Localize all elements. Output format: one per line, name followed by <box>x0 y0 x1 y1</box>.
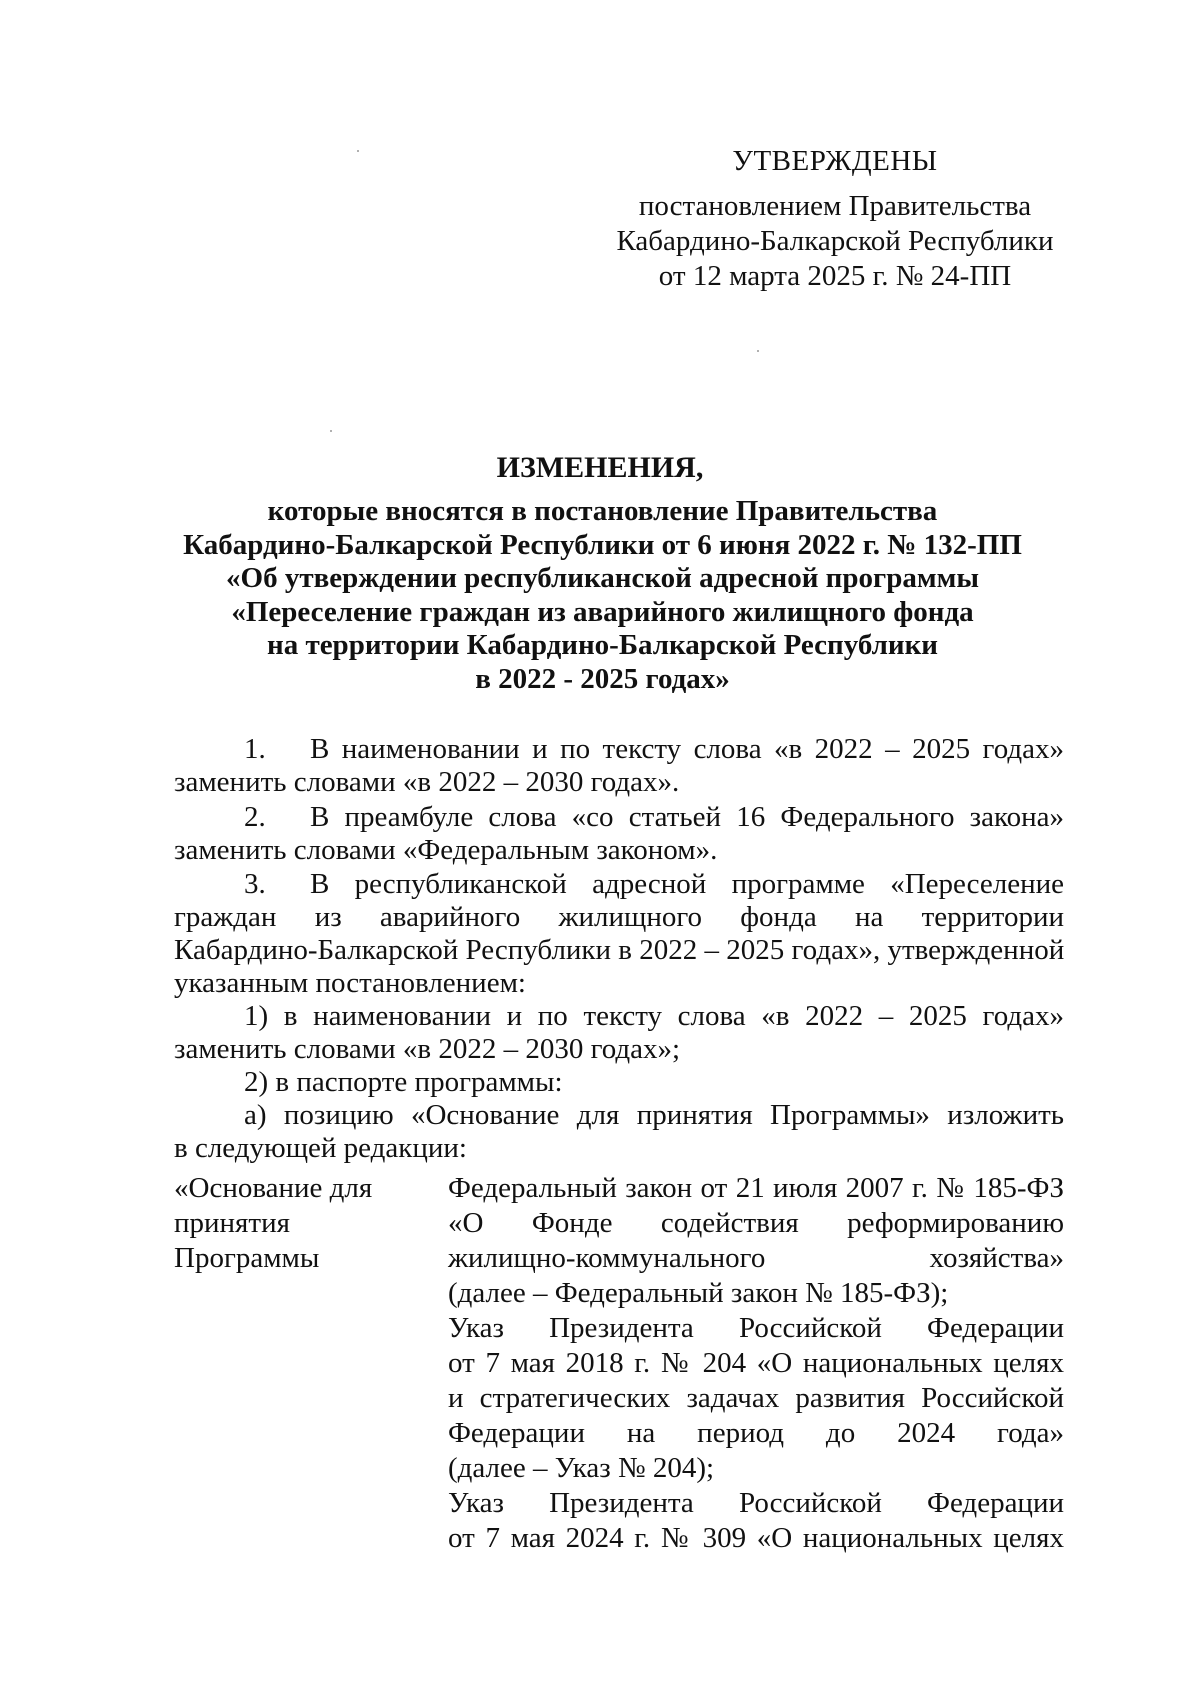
table-cell-line: «О Фонде содействия реформированию <box>448 1207 1064 1239</box>
paragraph-1 <box>174 733 1064 799</box>
table-cell-line: (далее – Указ № 204); <box>448 1452 715 1484</box>
table-cell-line: и стратегических задачах развития Российской <box>448 1382 1064 1414</box>
table-left-column <box>174 1171 404 1276</box>
paragraph-line: указанным постановлением: <box>174 967 526 999</box>
paragraph-line: а) позицию «Основание для принятия Программы» изложить <box>244 1099 1064 1131</box>
paragraph-line: заменить словами «в 2022 – 2030 годах»; <box>174 1033 681 1065</box>
paragraph-line <box>174 733 1064 766</box>
paragraph-line: в следующей редакции: <box>174 1132 467 1164</box>
paragraph-line <box>174 801 1064 834</box>
scan-speck <box>330 430 332 432</box>
table-cell-line: Федерации на период до 2024 года» <box>448 1417 1064 1449</box>
table-cell-line: принятия <box>174 1207 290 1239</box>
document-title: ИЗМЕНЕНИЯ, <box>496 451 704 484</box>
paragraph-2 <box>174 801 1064 867</box>
table-cell-line: «Основание для <box>174 1172 373 1204</box>
approval-block <box>600 189 1070 294</box>
table-cell-line: от 7 мая 2018 г. № 204 «О национальных целях <box>448 1347 1064 1379</box>
table-cell-line: Программы <box>174 1242 320 1274</box>
subtitle-line: которые вносятся в постановление Правительства <box>267 495 938 527</box>
paragraph-line: 2) в паспорте программы: <box>244 1066 563 1098</box>
paragraph-3 <box>174 868 1064 1000</box>
paragraph-text: В преамбуле слова «со статьей 16 Федерального закона» <box>310 801 1064 833</box>
approval-title: УТВЕРЖДЕНЫ <box>732 145 938 177</box>
table-cell-line: жилищно-коммунального хозяйства» <box>448 1242 1064 1274</box>
table-cell-line: (далее – Федеральный закон № 185-ФЗ); <box>448 1277 949 1309</box>
paragraph-line <box>174 868 1064 901</box>
scan-speck <box>357 150 359 152</box>
paragraph-line: заменить словами «в 2022 – 2030 годах». <box>174 766 680 798</box>
subtitle-line: Кабардино-Балкарской Республики от 6 июня 2022 г. № 132-ПП <box>183 528 1022 561</box>
paragraph-line: заменить словами «Федеральным законом». <box>174 834 718 866</box>
paragraph-line: Кабардино-Балкарской Республики в 2022 – 2025 годах», утвержденной <box>174 934 1065 966</box>
paragraph-number: 2. <box>244 801 266 833</box>
approval-line: постановлением Правительства <box>638 190 1032 222</box>
table-right-column <box>448 1171 1064 1556</box>
subtitle-line: «Об утверждении республиканской адресной программы <box>226 562 979 594</box>
paragraph-number: 3. <box>244 868 266 900</box>
table-cell-line: Федеральный закон от 21 июля 2007 г. № 185-ФЗ <box>448 1172 1064 1204</box>
subtitle-line: «Переселение граждан из аварийного жилищного фонда <box>231 595 974 628</box>
subitem-2 <box>174 1066 1064 1099</box>
approval-line: от 12 марта 2025 г. № 24-ПП <box>658 260 1012 292</box>
paragraph-text: В наименовании и по тексту слова «в 2022 – 2025 годах» <box>310 733 1064 765</box>
paragraph-line: 1) в наименовании и по тексту слова «в 2022 – 2025 годах» <box>244 1000 1064 1032</box>
table-cell-line: от 7 мая 2024 г. № 309 «О национальных целях <box>448 1522 1064 1554</box>
table-cell-line: Указ Президента Российской Федерации <box>448 1312 1064 1344</box>
subtitle-line: в 2022 - 2025 годах» <box>475 662 730 695</box>
table-cell-line: Указ Президента Российской Федерации <box>448 1487 1064 1519</box>
subtitle-line: на территории Кабардино-Балкарской Республики <box>266 629 939 661</box>
scan-speck <box>757 350 759 352</box>
paragraph-text: В республиканской адресной программе «Переселение <box>310 868 1064 900</box>
paragraph-line: граждан из аварийного жилищного фонда на территории <box>174 901 1064 933</box>
document-subtitle <box>170 495 1035 696</box>
approval-line: Кабардино-Балкарской Республики <box>616 225 1054 257</box>
subitem-a <box>174 1099 1064 1165</box>
subitem-1 <box>174 1000 1064 1066</box>
paragraph-number: 1. <box>244 733 266 765</box>
